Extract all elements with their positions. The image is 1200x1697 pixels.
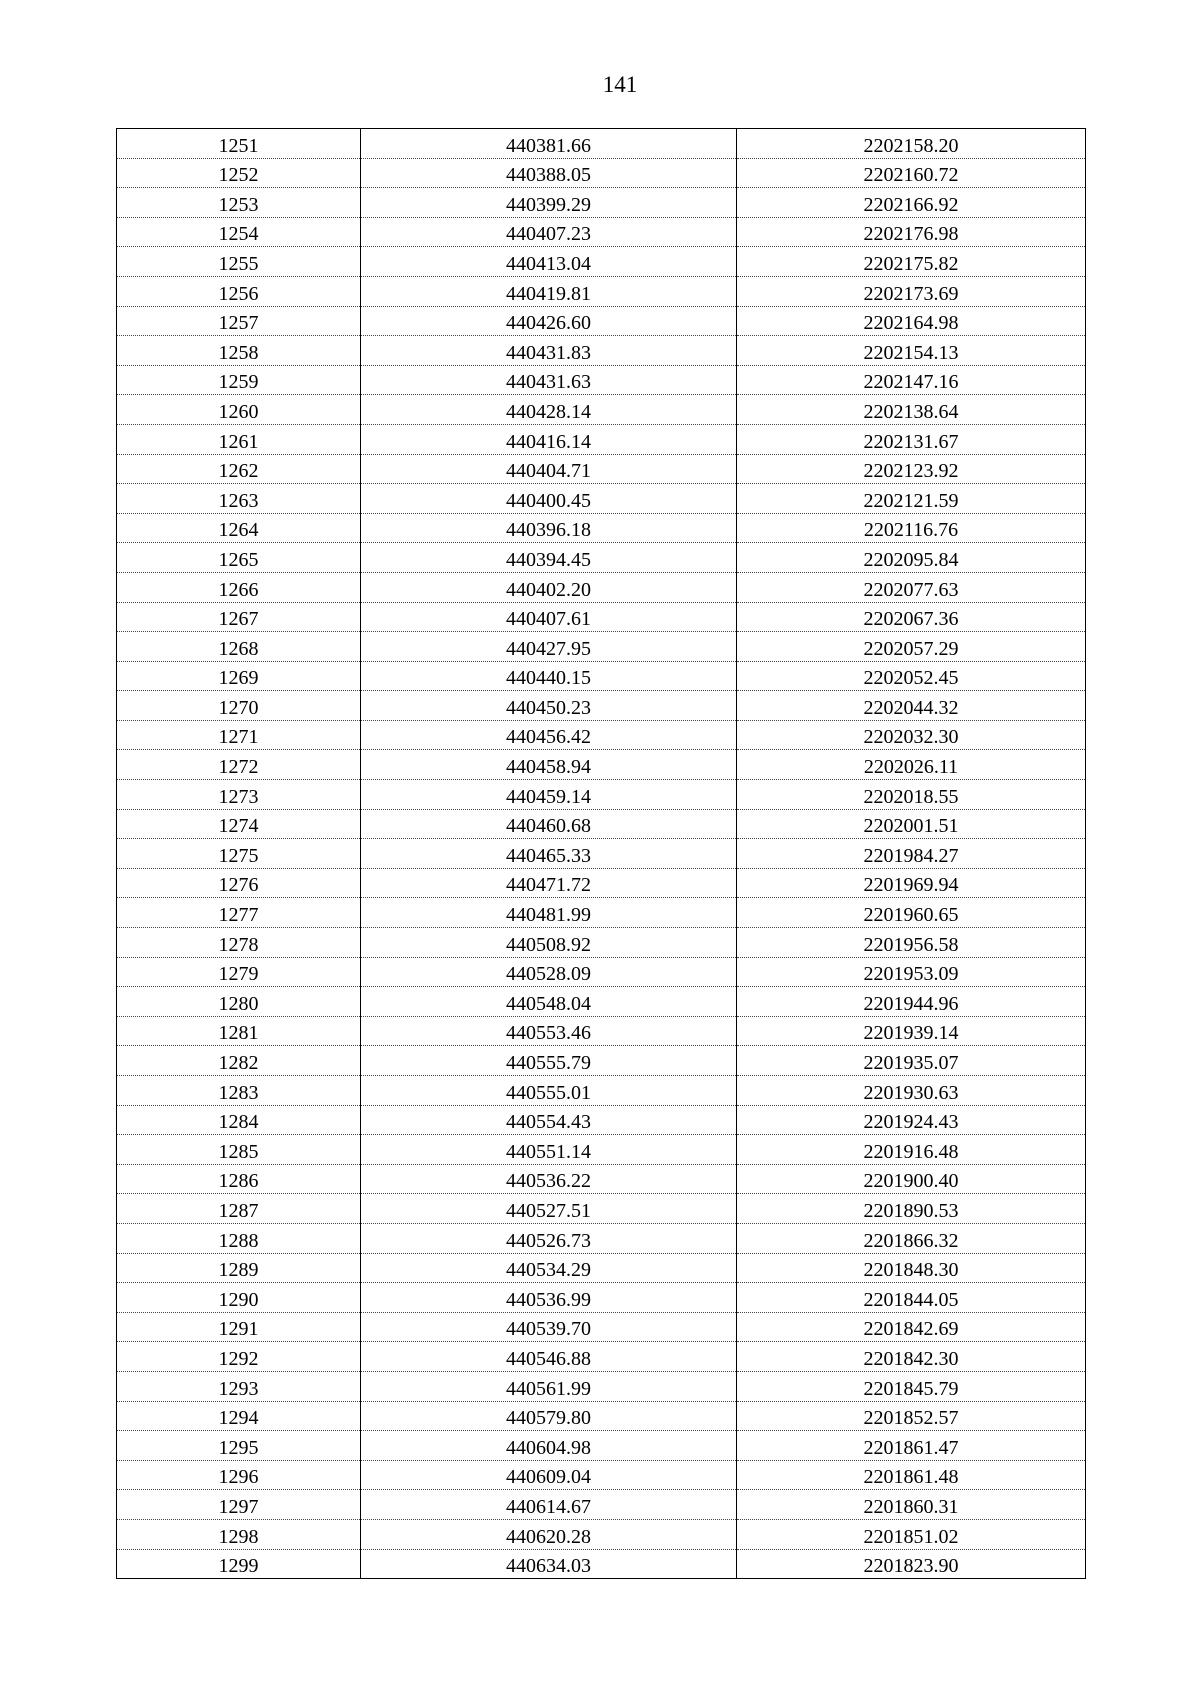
point-number-cell: 1260 <box>117 395 361 425</box>
y-coordinate-cell: 2202123.92 <box>737 454 1086 484</box>
table-row <box>117 868 1086 898</box>
table-row <box>117 395 1086 425</box>
y-coordinate-cell: 2202138.64 <box>737 395 1086 425</box>
point-number-cell: 1263 <box>117 484 361 514</box>
point-number-cell: 1267 <box>117 602 361 632</box>
point-number-cell: 1289 <box>117 1253 361 1283</box>
table-row <box>117 898 1086 928</box>
table-row <box>117 1253 1086 1283</box>
y-coordinate-cell: 2202160.72 <box>737 158 1086 188</box>
y-coordinate-cell: 2202116.76 <box>737 513 1086 543</box>
y-coordinate-cell: 2201861.48 <box>737 1460 1086 1490</box>
table-row <box>117 1194 1086 1224</box>
y-coordinate-cell: 2201939.14 <box>737 1016 1086 1046</box>
x-coordinate-cell: 440553.46 <box>361 1016 737 1046</box>
x-coordinate-cell: 440413.04 <box>361 247 737 277</box>
point-number-cell: 1274 <box>117 809 361 839</box>
table-row <box>117 365 1086 395</box>
x-coordinate-cell: 440546.88 <box>361 1342 737 1372</box>
point-number-cell: 1275 <box>117 839 361 869</box>
y-coordinate-cell: 2201860.31 <box>737 1490 1086 1520</box>
x-coordinate-cell: 440508.92 <box>361 928 737 958</box>
table-row <box>117 1342 1086 1372</box>
y-coordinate-cell: 2201848.30 <box>737 1253 1086 1283</box>
point-number-cell: 1251 <box>117 129 361 159</box>
table-row <box>117 1371 1086 1401</box>
x-coordinate-cell: 440609.04 <box>361 1460 737 1490</box>
point-number-cell: 1284 <box>117 1105 361 1135</box>
y-coordinate-cell: 2201866.32 <box>737 1223 1086 1253</box>
x-coordinate-cell: 440431.83 <box>361 336 737 366</box>
table-row <box>117 987 1086 1017</box>
table-row <box>117 1046 1086 1076</box>
table-row <box>117 661 1086 691</box>
x-coordinate-cell: 440428.14 <box>361 395 737 425</box>
point-number-cell: 1254 <box>117 217 361 247</box>
x-coordinate-cell: 440465.33 <box>361 839 737 869</box>
point-number-cell: 1252 <box>117 158 361 188</box>
y-coordinate-cell: 2202052.45 <box>737 661 1086 691</box>
table-row <box>117 602 1086 632</box>
table-row <box>117 691 1086 721</box>
y-coordinate-cell: 2201956.58 <box>737 928 1086 958</box>
y-coordinate-cell: 2202164.98 <box>737 306 1086 336</box>
x-coordinate-cell: 440399.29 <box>361 188 737 218</box>
point-number-cell: 1283 <box>117 1076 361 1106</box>
y-coordinate-cell: 2202067.36 <box>737 602 1086 632</box>
x-coordinate-cell: 440536.99 <box>361 1283 737 1313</box>
x-coordinate-cell: 440416.14 <box>361 424 737 454</box>
table-row <box>117 484 1086 514</box>
y-coordinate-cell: 2201842.30 <box>737 1342 1086 1372</box>
point-number-cell: 1270 <box>117 691 361 721</box>
table-row <box>117 1223 1086 1253</box>
table-row <box>117 306 1086 336</box>
x-coordinate-cell: 440427.95 <box>361 632 737 662</box>
table-row <box>117 1164 1086 1194</box>
point-number-cell: 1268 <box>117 632 361 662</box>
table-row <box>117 1460 1086 1490</box>
y-coordinate-cell: 2201845.79 <box>737 1371 1086 1401</box>
y-coordinate-cell: 2201890.53 <box>737 1194 1086 1224</box>
x-coordinate-cell: 440534.29 <box>361 1253 737 1283</box>
y-coordinate-cell: 2201953.09 <box>737 957 1086 987</box>
point-number-cell: 1278 <box>117 928 361 958</box>
table-row <box>117 1283 1086 1313</box>
table-row <box>117 1105 1086 1135</box>
x-coordinate-cell: 440561.99 <box>361 1371 737 1401</box>
y-coordinate-cell: 2202176.98 <box>737 217 1086 247</box>
point-number-cell: 1296 <box>117 1460 361 1490</box>
x-coordinate-cell: 440404.71 <box>361 454 737 484</box>
table-row <box>117 543 1086 573</box>
y-coordinate-cell: 2202175.82 <box>737 247 1086 277</box>
point-number-cell: 1285 <box>117 1135 361 1165</box>
y-coordinate-cell: 2201861.47 <box>737 1431 1086 1461</box>
point-number-cell: 1299 <box>117 1549 361 1579</box>
table-row <box>117 632 1086 662</box>
y-coordinate-cell: 2202147.16 <box>737 365 1086 395</box>
table-row <box>117 957 1086 987</box>
y-coordinate-cell: 2202154.13 <box>737 336 1086 366</box>
y-coordinate-cell: 2201900.40 <box>737 1164 1086 1194</box>
table-row <box>117 247 1086 277</box>
point-number-cell: 1282 <box>117 1046 361 1076</box>
point-number-cell: 1291 <box>117 1312 361 1342</box>
point-number-cell: 1261 <box>117 424 361 454</box>
point-number-cell: 1272 <box>117 750 361 780</box>
y-coordinate-cell: 2202121.59 <box>737 484 1086 514</box>
table-row <box>117 809 1086 839</box>
point-number-cell: 1277 <box>117 898 361 928</box>
coordinates-table <box>116 128 1086 1579</box>
y-coordinate-cell: 2201916.48 <box>737 1135 1086 1165</box>
point-number-cell: 1265 <box>117 543 361 573</box>
y-coordinate-cell: 2202077.63 <box>737 572 1086 602</box>
table-row <box>117 750 1086 780</box>
point-number-cell: 1269 <box>117 661 361 691</box>
table-row <box>117 158 1086 188</box>
y-coordinate-cell: 2202032.30 <box>737 720 1086 750</box>
point-number-cell: 1292 <box>117 1342 361 1372</box>
y-coordinate-cell: 2202044.32 <box>737 691 1086 721</box>
x-coordinate-cell: 440459.14 <box>361 780 737 810</box>
x-coordinate-cell: 440526.73 <box>361 1223 737 1253</box>
x-coordinate-cell: 440402.20 <box>361 572 737 602</box>
point-number-cell: 1256 <box>117 276 361 306</box>
point-number-cell: 1281 <box>117 1016 361 1046</box>
x-coordinate-cell: 440419.81 <box>361 276 737 306</box>
x-coordinate-cell: 440388.05 <box>361 158 737 188</box>
table-row <box>117 424 1086 454</box>
point-number-cell: 1264 <box>117 513 361 543</box>
y-coordinate-cell: 2202026.11 <box>737 750 1086 780</box>
x-coordinate-cell: 440551.14 <box>361 1135 737 1165</box>
table-row <box>117 1549 1086 1579</box>
y-coordinate-cell: 2201969.94 <box>737 868 1086 898</box>
x-coordinate-cell: 440528.09 <box>361 957 737 987</box>
y-coordinate-cell: 2201842.69 <box>737 1312 1086 1342</box>
table-row <box>117 1431 1086 1461</box>
point-number-cell: 1258 <box>117 336 361 366</box>
table-row <box>117 1016 1086 1046</box>
point-number-cell: 1273 <box>117 780 361 810</box>
table-row <box>117 1401 1086 1431</box>
table-row <box>117 276 1086 306</box>
y-coordinate-cell: 2201935.07 <box>737 1046 1086 1076</box>
point-number-cell: 1298 <box>117 1519 361 1549</box>
point-number-cell: 1297 <box>117 1490 361 1520</box>
table-row <box>117 513 1086 543</box>
point-number-cell: 1259 <box>117 365 361 395</box>
table-row <box>117 780 1086 810</box>
point-number-cell: 1286 <box>117 1164 361 1194</box>
x-coordinate-cell: 440579.80 <box>361 1401 737 1431</box>
x-coordinate-cell: 440426.60 <box>361 306 737 336</box>
y-coordinate-cell: 2202166.92 <box>737 188 1086 218</box>
table-row <box>117 928 1086 958</box>
y-coordinate-cell: 2201960.65 <box>737 898 1086 928</box>
point-number-cell: 1271 <box>117 720 361 750</box>
x-coordinate-cell: 440407.23 <box>361 217 737 247</box>
x-coordinate-cell: 440394.45 <box>361 543 737 573</box>
table-row <box>117 1490 1086 1520</box>
point-number-cell: 1280 <box>117 987 361 1017</box>
coordinates-table-body <box>117 129 1086 1579</box>
x-coordinate-cell: 440620.28 <box>361 1519 737 1549</box>
x-coordinate-cell: 440554.43 <box>361 1105 737 1135</box>
table-row <box>117 1519 1086 1549</box>
point-number-cell: 1294 <box>117 1401 361 1431</box>
x-coordinate-cell: 440460.68 <box>361 809 737 839</box>
y-coordinate-cell: 2202057.29 <box>737 632 1086 662</box>
x-coordinate-cell: 440634.03 <box>361 1549 737 1579</box>
point-number-cell: 1276 <box>117 868 361 898</box>
y-coordinate-cell: 2202158.20 <box>737 129 1086 159</box>
table-row <box>117 1076 1086 1106</box>
table-row <box>117 454 1086 484</box>
x-coordinate-cell: 440604.98 <box>361 1431 737 1461</box>
x-coordinate-cell: 440614.67 <box>361 1490 737 1520</box>
x-coordinate-cell: 440400.45 <box>361 484 737 514</box>
x-coordinate-cell: 440548.04 <box>361 987 737 1017</box>
table-row <box>117 188 1086 218</box>
y-coordinate-cell: 2202173.69 <box>737 276 1086 306</box>
y-coordinate-cell: 2201823.90 <box>737 1549 1086 1579</box>
table-row <box>117 1312 1086 1342</box>
x-coordinate-cell: 440407.61 <box>361 602 737 632</box>
point-number-cell: 1288 <box>117 1223 361 1253</box>
point-number-cell: 1257 <box>117 306 361 336</box>
point-number-cell: 1295 <box>117 1431 361 1461</box>
point-number-cell: 1266 <box>117 572 361 602</box>
point-number-cell: 1262 <box>117 454 361 484</box>
y-coordinate-cell: 2201852.57 <box>737 1401 1086 1431</box>
y-coordinate-cell: 2201944.96 <box>737 987 1086 1017</box>
x-coordinate-cell: 440539.70 <box>361 1312 737 1342</box>
x-coordinate-cell: 440450.23 <box>361 691 737 721</box>
y-coordinate-cell: 2201844.05 <box>737 1283 1086 1313</box>
x-coordinate-cell: 440471.72 <box>361 868 737 898</box>
page-number: 141 <box>602 72 638 97</box>
x-coordinate-cell: 440396.18 <box>361 513 737 543</box>
x-coordinate-cell: 440431.63 <box>361 365 737 395</box>
table-row <box>117 336 1086 366</box>
x-coordinate-cell: 440381.66 <box>361 129 737 159</box>
x-coordinate-cell: 440536.22 <box>361 1164 737 1194</box>
point-number-cell: 1255 <box>117 247 361 277</box>
x-coordinate-cell: 440555.01 <box>361 1076 737 1106</box>
y-coordinate-cell: 2202018.55 <box>737 780 1086 810</box>
point-number-cell: 1253 <box>117 188 361 218</box>
y-coordinate-cell: 2201851.02 <box>737 1519 1086 1549</box>
y-coordinate-cell: 2201984.27 <box>737 839 1086 869</box>
point-number-cell: 1287 <box>117 1194 361 1224</box>
table-row <box>117 1135 1086 1165</box>
point-number-cell: 1290 <box>117 1283 361 1313</box>
x-coordinate-cell: 440481.99 <box>361 898 737 928</box>
x-coordinate-cell: 440440.15 <box>361 661 737 691</box>
y-coordinate-cell: 2202131.67 <box>737 424 1086 454</box>
x-coordinate-cell: 440555.79 <box>361 1046 737 1076</box>
table-row <box>117 217 1086 247</box>
y-coordinate-cell: 2201930.63 <box>737 1076 1086 1106</box>
y-coordinate-cell: 2202095.84 <box>737 543 1086 573</box>
table-row <box>117 839 1086 869</box>
point-number-cell: 1279 <box>117 957 361 987</box>
x-coordinate-cell: 440458.94 <box>361 750 737 780</box>
table-row <box>117 129 1086 159</box>
y-coordinate-cell: 2201924.43 <box>737 1105 1086 1135</box>
point-number-cell: 1293 <box>117 1371 361 1401</box>
y-coordinate-cell: 2202001.51 <box>737 809 1086 839</box>
x-coordinate-cell: 440456.42 <box>361 720 737 750</box>
table-row <box>117 572 1086 602</box>
x-coordinate-cell: 440527.51 <box>361 1194 737 1224</box>
table-row <box>117 720 1086 750</box>
